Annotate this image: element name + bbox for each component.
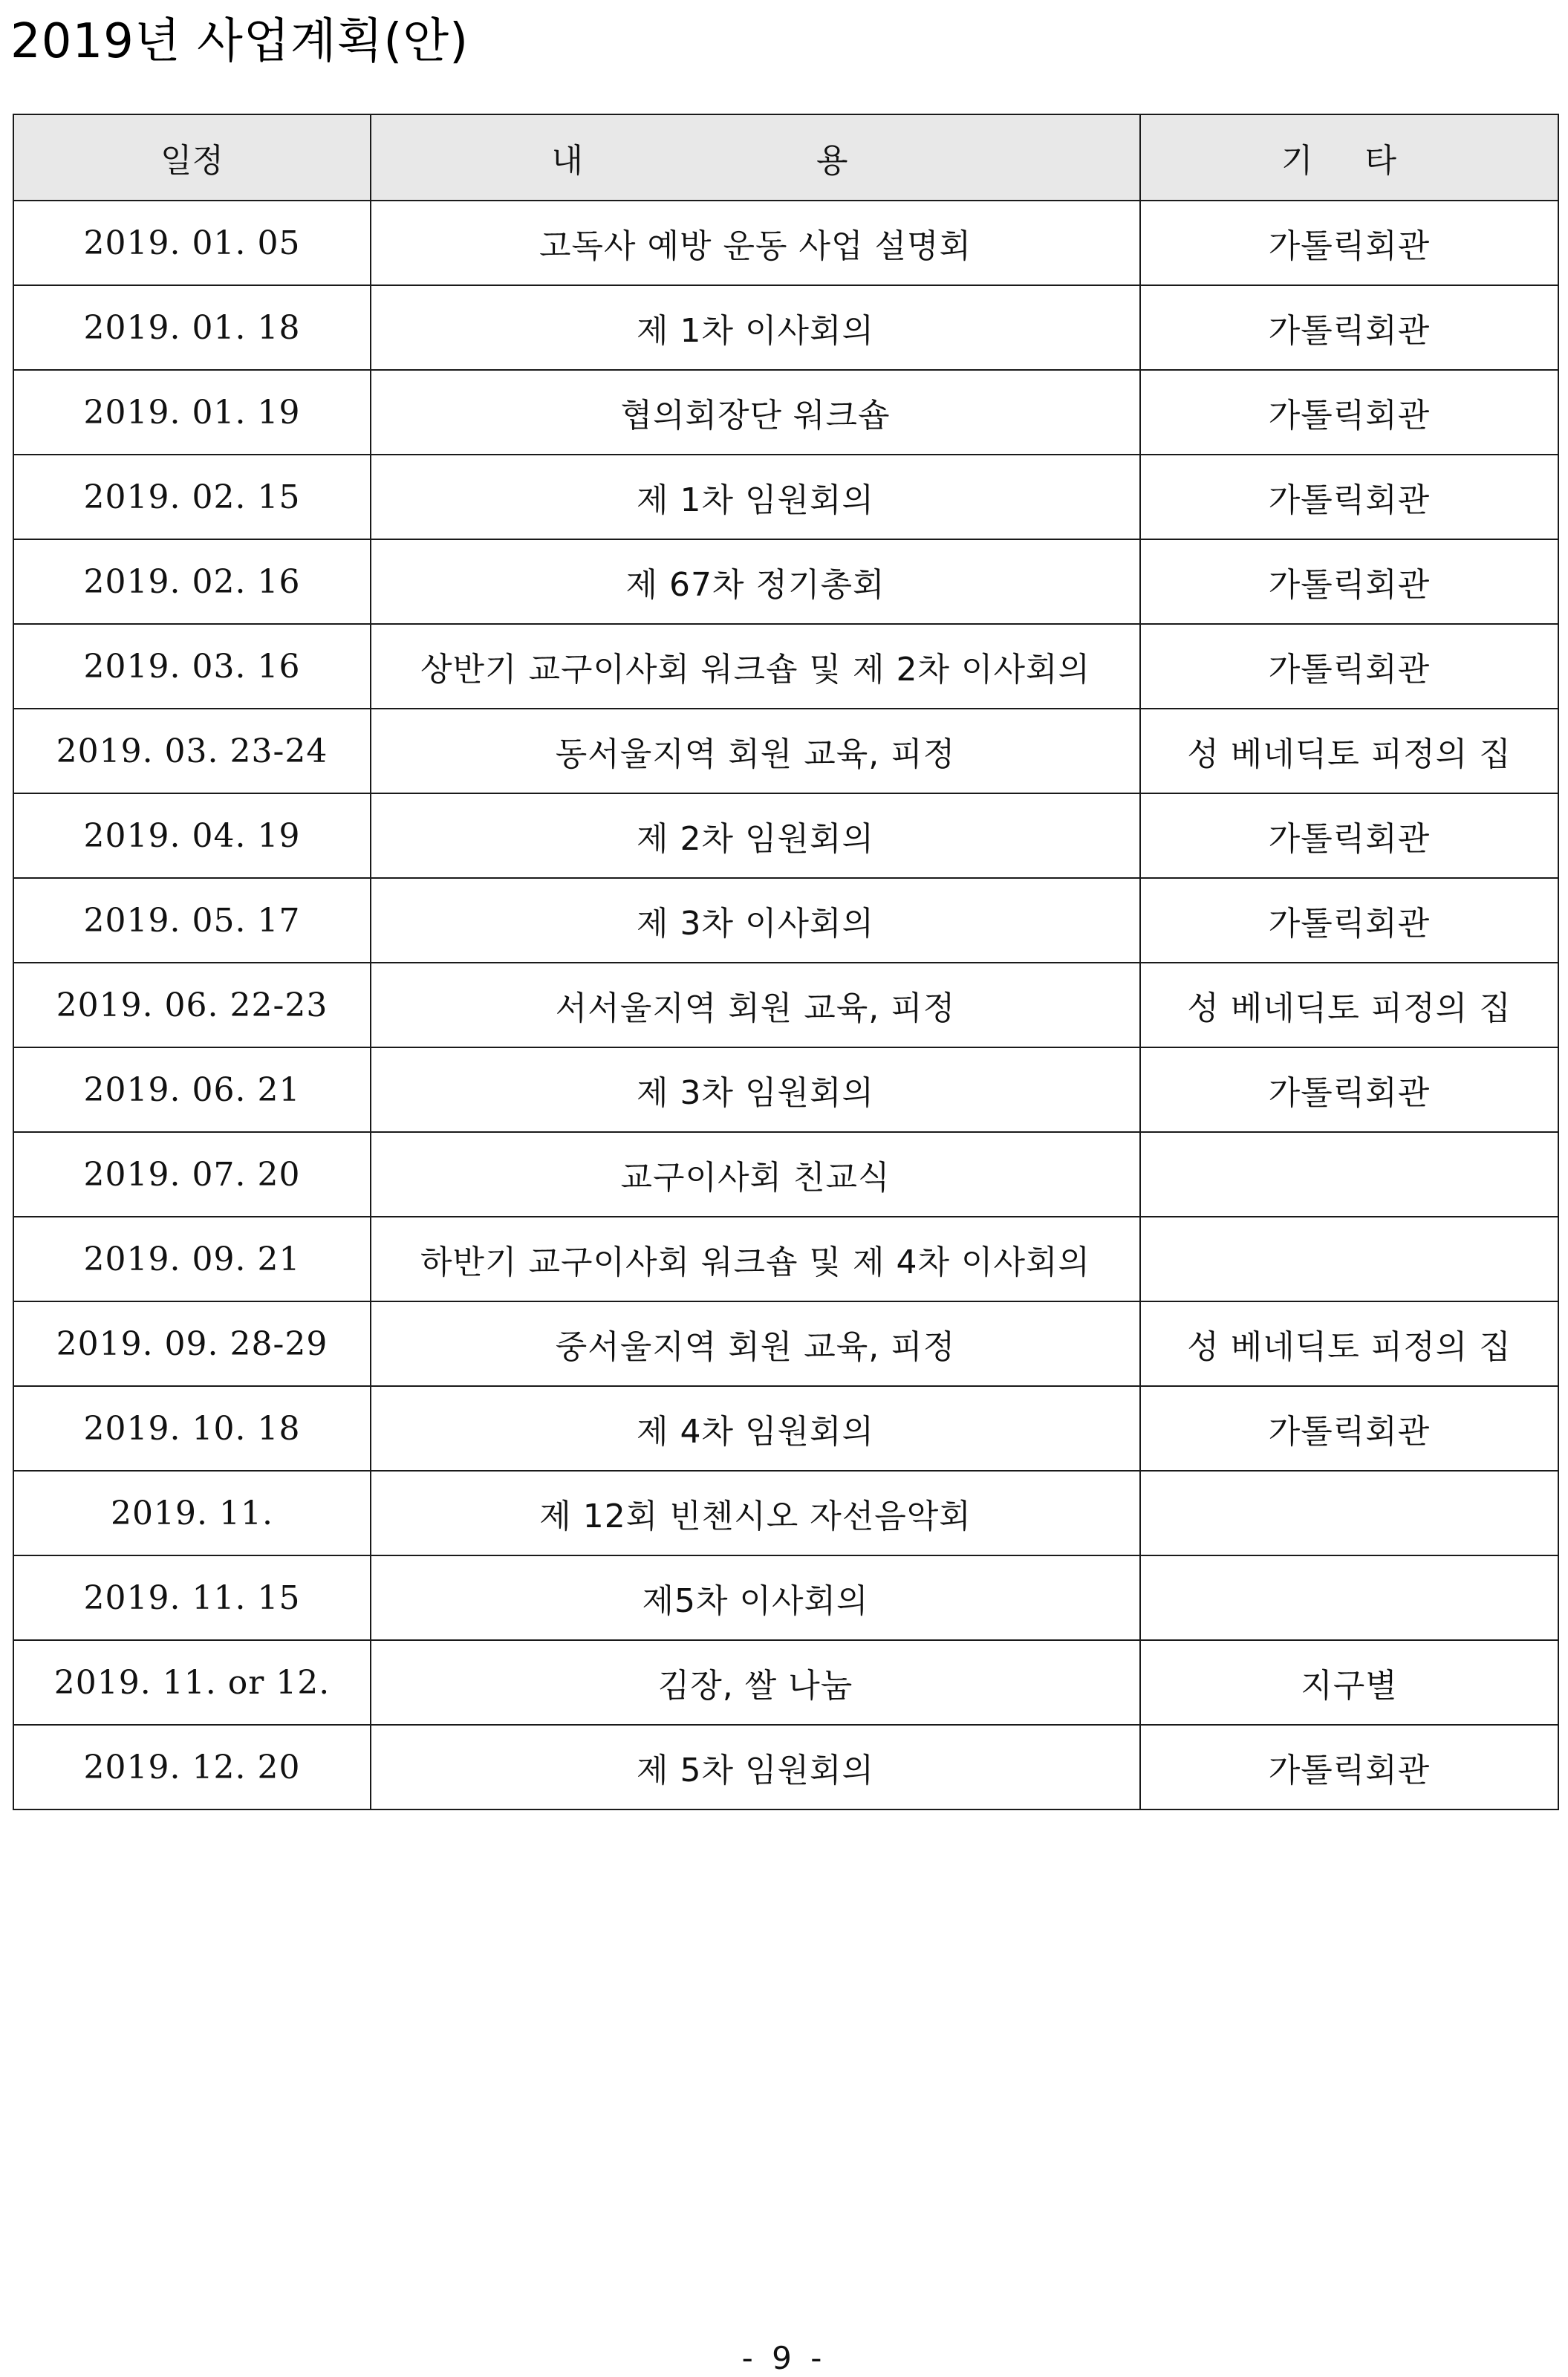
etc-cell: 가톨릭회관	[1140, 1386, 1558, 1471]
date-cell: 2019. 03. 16	[13, 624, 371, 709]
date-cell: 2019. 12. 20	[13, 1725, 371, 1809]
content-cell: 하반기 교구이사회 워크숍 및 제 4차 이사회의	[371, 1217, 1140, 1301]
content-cell: 제 1차 임원회의	[371, 455, 1140, 539]
date-cell: 2019. 02. 15	[13, 455, 371, 539]
date-cell: 2019. 06. 21	[13, 1047, 371, 1132]
content-cell: 제 3차 이사회의	[371, 878, 1140, 963]
date-cell: 2019. 10. 18	[13, 1386, 371, 1471]
header-date: 일정	[13, 114, 371, 201]
content-cell: 제 4차 임원회의	[371, 1386, 1140, 1471]
etc-cell: 가톨릭회관	[1140, 793, 1558, 878]
date-cell: 2019. 04. 19	[13, 793, 371, 878]
table-row	[13, 878, 1558, 963]
table-body	[13, 201, 1558, 1809]
header-content: 내 용	[371, 114, 1140, 201]
date-cell: 2019. 11.	[13, 1471, 371, 1555]
etc-cell	[1140, 1132, 1558, 1217]
table-row	[13, 709, 1558, 793]
table-row	[13, 1386, 1558, 1471]
etc-cell: 성 베네딕토 피정의 집	[1140, 1301, 1558, 1386]
etc-cell: 가톨릭회관	[1140, 539, 1558, 624]
etc-cell: 가톨릭회관	[1140, 1725, 1558, 1809]
content-cell: 동서울지역 회원 교육, 피정	[371, 709, 1140, 793]
date-cell: 2019. 06. 22-23	[13, 963, 371, 1047]
header-etc: 기 타	[1140, 114, 1558, 201]
date-cell: 2019. 01. 18	[13, 285, 371, 370]
schedule-table	[13, 114, 1559, 1810]
table-row	[13, 455, 1558, 539]
table-row	[13, 624, 1558, 709]
etc-cell: 가톨릭회관	[1140, 1047, 1558, 1132]
date-cell: 2019. 11. or 12.	[13, 1640, 371, 1725]
content-cell: 상반기 교구이사회 워크숍 및 제 2차 이사회의	[371, 624, 1140, 709]
table-row	[13, 1217, 1558, 1301]
etc-cell	[1140, 1555, 1558, 1640]
table-row	[13, 1132, 1558, 1217]
table-row	[13, 1047, 1558, 1132]
content-cell: 제 3차 임원회의	[371, 1047, 1140, 1132]
content-cell: 김장, 쌀 나눔	[371, 1640, 1140, 1725]
page-title: 2019년 사업계획(안)	[10, 14, 469, 69]
etc-cell: 가톨릭회관	[1140, 624, 1558, 709]
etc-cell: 지구별	[1140, 1640, 1558, 1725]
etc-cell: 가톨릭회관	[1140, 201, 1558, 285]
date-cell: 2019. 02. 16	[13, 539, 371, 624]
table-row	[13, 1471, 1558, 1555]
content-cell: 협의회장단 워크숍	[371, 370, 1140, 455]
etc-cell: 성 베네딕토 피정의 집	[1140, 709, 1558, 793]
content-cell: 제 1차 이사회의	[371, 285, 1140, 370]
content-cell: 제 12회 빈첸시오 자선음악회	[371, 1471, 1140, 1555]
etc-cell	[1140, 1471, 1558, 1555]
date-cell: 2019. 09. 28-29	[13, 1301, 371, 1386]
table-row	[13, 1640, 1558, 1725]
content-cell: 제5차 이사회의	[371, 1555, 1140, 1640]
table-row	[13, 285, 1558, 370]
etc-cell: 가톨릭회관	[1140, 878, 1558, 963]
content-cell: 제 67차 정기총회	[371, 539, 1140, 624]
content-cell: 제 2차 임원회의	[371, 793, 1140, 878]
etc-cell: 가톨릭회관	[1140, 455, 1558, 539]
content-cell: 서서울지역 회원 교육, 피정	[371, 963, 1140, 1047]
table-header-row	[13, 114, 1558, 201]
table-row	[13, 201, 1558, 285]
table-row	[13, 1301, 1558, 1386]
content-cell: 고독사 예방 운동 사업 설명회	[371, 201, 1140, 285]
date-cell: 2019. 11. 15	[13, 1555, 371, 1640]
table-row	[13, 1725, 1558, 1809]
content-cell: 중서울지역 회원 교육, 피정	[371, 1301, 1140, 1386]
content-cell: 교구이사회 친교식	[371, 1132, 1140, 1217]
date-cell: 2019. 01. 19	[13, 370, 371, 455]
etc-cell: 가톨릭회관	[1140, 285, 1558, 370]
etc-cell: 성 베네딕토 피정의 집	[1140, 963, 1558, 1047]
table-row	[13, 539, 1558, 624]
date-cell: 2019. 07. 20	[13, 1132, 371, 1217]
etc-cell: 가톨릭회관	[1140, 370, 1558, 455]
etc-cell	[1140, 1217, 1558, 1301]
date-cell: 2019. 09. 21	[13, 1217, 371, 1301]
table-row	[13, 1555, 1558, 1640]
table-row	[13, 963, 1558, 1047]
content-cell: 제 5차 임원회의	[371, 1725, 1140, 1809]
page-number: - 9 -	[741, 2340, 827, 2376]
date-cell: 2019. 01. 05	[13, 201, 371, 285]
date-cell: 2019. 05. 17	[13, 878, 371, 963]
date-cell: 2019. 03. 23-24	[13, 709, 371, 793]
table-row	[13, 793, 1558, 878]
table-row	[13, 370, 1558, 455]
